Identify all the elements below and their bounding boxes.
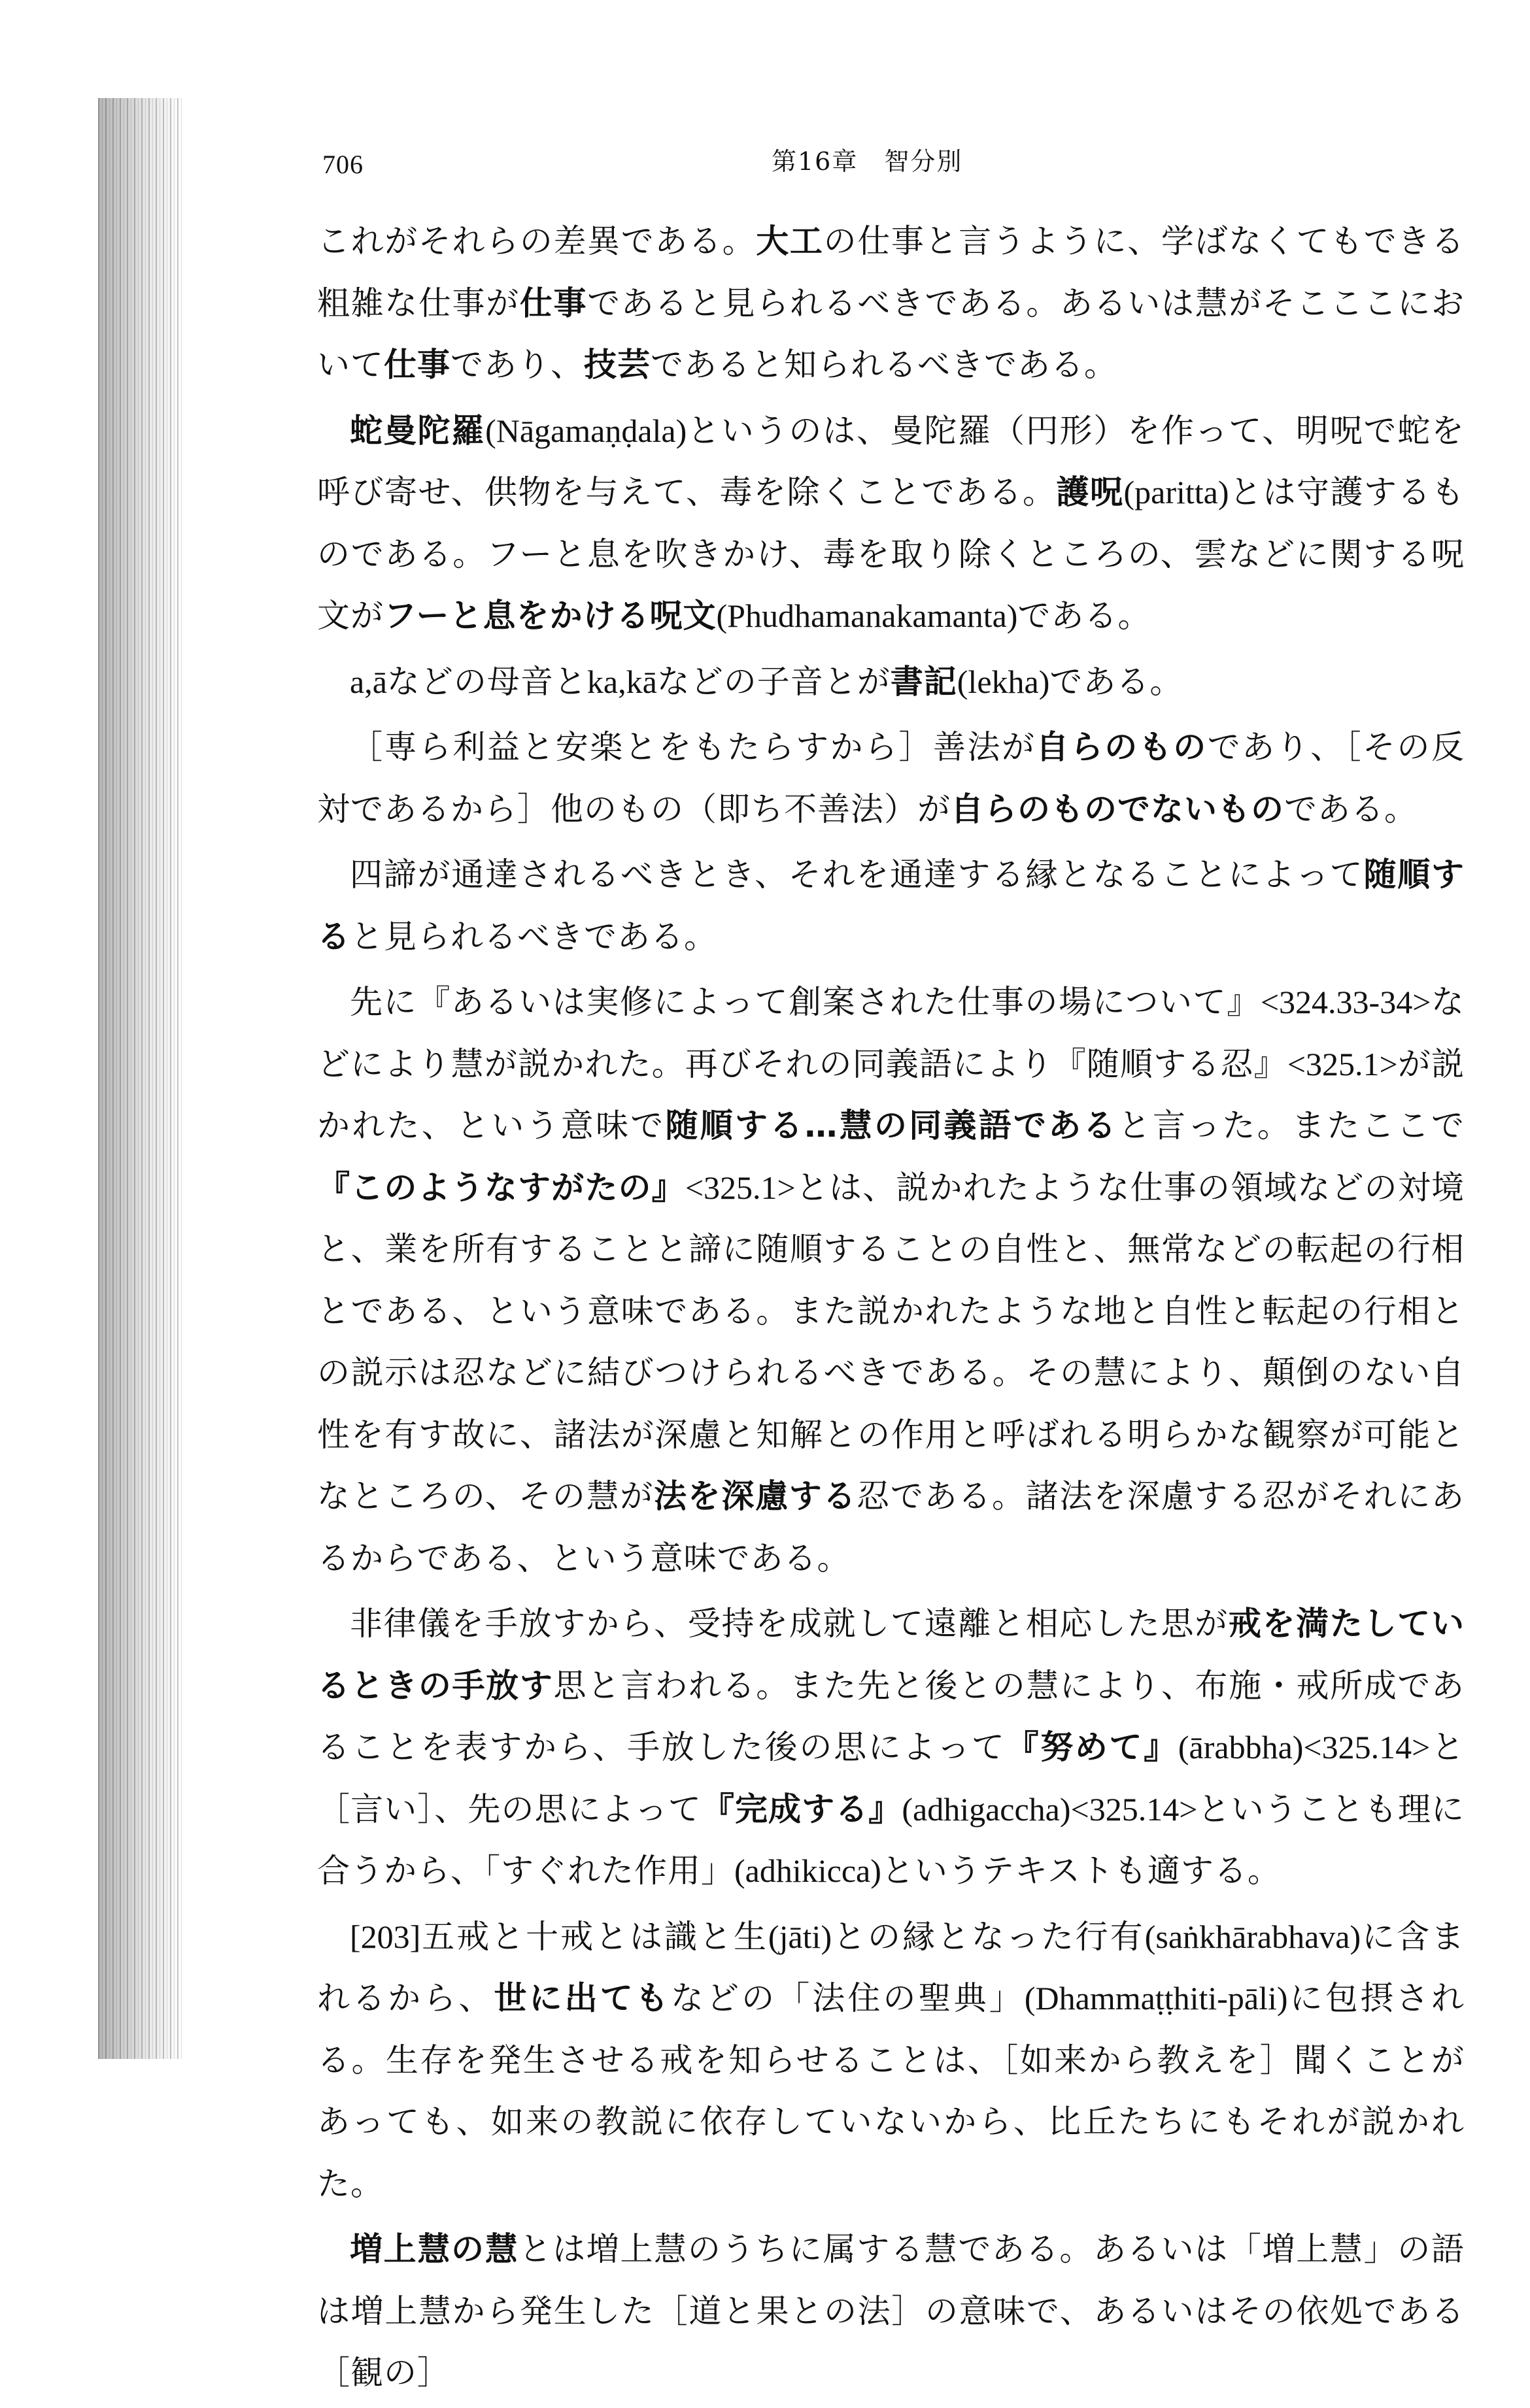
- paragraph-text: に含まれるから、: [317, 1917, 1465, 2017]
- romanized-term: [203]: [350, 1918, 421, 1955]
- romanized-term: a,ā: [350, 663, 387, 700]
- paragraph-text: とは増上慧のうちに属する慧である。あるいは「増上慧」の語は増上慧から発生した［道と果との法］の意味で、あるいはその依処である［観の］: [317, 2230, 1465, 2392]
- paragraph-text: などの母音と: [386, 662, 587, 701]
- romanized-term: (saṅkhārabhava): [1144, 1918, 1361, 1955]
- page-number: 706: [322, 150, 364, 179]
- bold-term: 書記: [890, 662, 957, 701]
- bold-term: 蛇曼陀羅: [350, 411, 486, 450]
- paragraph-text: 思と言われる。また先と後との慧により、布施・戒所成であることを表すから、手放した後の思によって: [317, 1666, 1465, 1766]
- paragraph-text: の仕事と言うように、学ばなくてもできる粗雑な仕事が: [317, 222, 1465, 322]
- romanized-term: <325.1>: [685, 1169, 796, 1206]
- page-binding-shadow: [98, 98, 183, 2059]
- paragraph-text: 先に『あるいは実修によって創案された仕事の場について』: [350, 983, 1261, 1021]
- paragraph-text: などの子音とが: [656, 662, 891, 701]
- bold-term: 技芸: [584, 346, 651, 384]
- bold-term: 『完成する』: [701, 1790, 902, 1828]
- paragraph-text: であり、［その反対であるから］他のもの（即ち不善法）が: [317, 728, 1465, 828]
- text-body: [317, 210, 1465, 2408]
- paragraph: [317, 971, 1465, 1589]
- bold-term: 護呪: [1056, 473, 1124, 511]
- paragraph-text: と言った。またここで: [1117, 1107, 1465, 1145]
- bold-term: 随順する: [317, 856, 1465, 956]
- paragraph-text: 忍である。諸法を深慮する忍がそれにあるからである、という意味である。: [317, 1477, 1465, 1577]
- chapter-title: 第16章 智分別: [772, 147, 963, 176]
- paragraph-text: である。: [1284, 790, 1418, 828]
- bold-term: 自らのもの: [1036, 728, 1208, 766]
- paragraph-text: との縁となった行有: [832, 1917, 1145, 1956]
- paragraph-text: というのは、曼陀羅（円形）を作って、明呪で蛇を呼び寄せ、供物を与えて、毒を除くことである。: [317, 411, 1465, 511]
- paragraph-text: などの「法住の聖典」: [670, 1979, 1025, 2017]
- paragraph-text: ［専ら利益と安楽とをもたらすから］善法が: [350, 728, 1036, 766]
- paragraph-text: というテキストも適する。: [881, 1852, 1281, 1890]
- paragraph: [317, 210, 1465, 396]
- bold-term: 戒を満たしているときの手放す: [317, 1605, 1465, 1705]
- romanized-term: (ārabbha)<325.14>: [1178, 1729, 1431, 1765]
- bold-term: 随順する…慧の同義語である: [665, 1107, 1118, 1145]
- paragraph-text: であると知られるべきである。: [651, 346, 1117, 384]
- romanized-term: ka,kā: [586, 663, 657, 700]
- paragraph: [317, 1593, 1465, 1902]
- romanized-term: (adhigaccha)<325.14>: [902, 1790, 1198, 1828]
- romanized-term: (Dhammaṭṭhiti-pāli): [1024, 1980, 1288, 2016]
- paragraph-text: 非律儀を手放すから、受持を成就して遠離と相応した思が: [350, 1605, 1229, 1643]
- romanized-term: (adhikicca): [734, 1852, 881, 1889]
- paragraph-text: ということも理に合うから、「すぐれた作用」: [317, 1790, 1465, 1890]
- paragraph: [317, 400, 1465, 647]
- bold-term: 『努めて』: [1006, 1728, 1178, 1766]
- bold-term: 世に出ても: [494, 1979, 671, 2017]
- romanized-term: <325.1>: [1287, 1045, 1398, 1082]
- bold-term: フーと息をかける呪文: [384, 597, 717, 635]
- paragraph-text: とは、説かれたような仕事の領域などの対境と、業を所有することと諦に随順することの自性と、無常などの転起の行相とである、という意味である。また説かれたような地と自性と転起の行相との説示は忍などに結びつけられるべきである。その慧により、顛倒のない自性を有す故に、諸法が深慮と知解との作用と呼ばれる明らかな観察が可能となところの、その慧が: [317, 1168, 1465, 1515]
- paragraph-text: 五戒と十戒とは識と生: [420, 1917, 768, 1956]
- romanized-term: (jāti): [768, 1918, 832, 1955]
- paragraph-text: であり、: [450, 346, 584, 384]
- paragraph: [317, 2218, 1465, 2404]
- paragraph-text: と［言い］、先の思によって: [317, 1728, 1465, 1828]
- romanized-term: <324.33-34>: [1260, 984, 1431, 1020]
- paragraph-text: が説かれた、という意味で: [317, 1045, 1465, 1145]
- paragraph-text: であると見られるべきである。あるいは慧がそこここにおいて: [317, 284, 1465, 384]
- paragraph: [317, 716, 1465, 840]
- paragraph-text: である。: [1049, 662, 1183, 701]
- paragraph: [317, 651, 1465, 713]
- paragraph-text: 四諦が通達されるべきとき、それを通達する縁となることによって: [350, 856, 1364, 894]
- bold-term: 増上慧の慧: [350, 2230, 519, 2268]
- paragraph: [317, 1906, 1465, 2215]
- romanized-term: (Phudhamanakamanta): [716, 597, 1018, 634]
- bold-term: 大工: [756, 222, 824, 260]
- bold-term: 法を深慮する: [653, 1477, 857, 1515]
- paragraph-text: これがそれらの差異である。: [317, 222, 756, 260]
- paragraph-text: と見られるべきである。: [350, 917, 717, 956]
- bold-term: 『このようなすがたの』: [317, 1168, 685, 1207]
- bold-term: 仕事: [519, 284, 588, 322]
- bold-term: 自らのものでないもの: [951, 790, 1284, 828]
- paragraph-text: とは守護するものである。フーと息を吹きかけ、毒を取り除くところの、雲などに関する呪文が: [317, 473, 1465, 635]
- paragraph: [317, 844, 1465, 967]
- romanized-term: (paritta): [1123, 474, 1229, 510]
- romanized-term: (Nāgamaṇḍala): [485, 412, 687, 449]
- romanized-term: (lekha): [957, 663, 1050, 700]
- paragraph-text: である。: [1017, 597, 1151, 635]
- paragraph-text: に包摂される。生存を発生させる戒を知らせることは、［如来から教えを］聞くことがあっても、如来の教説に依存していないから、比丘たちにもそれが説かれた。: [317, 1979, 1465, 2203]
- bold-term: 仕事: [384, 346, 450, 384]
- paragraph-text: などにより慧が説かれた。再びそれの同義語により『随順する忍』: [317, 983, 1465, 1083]
